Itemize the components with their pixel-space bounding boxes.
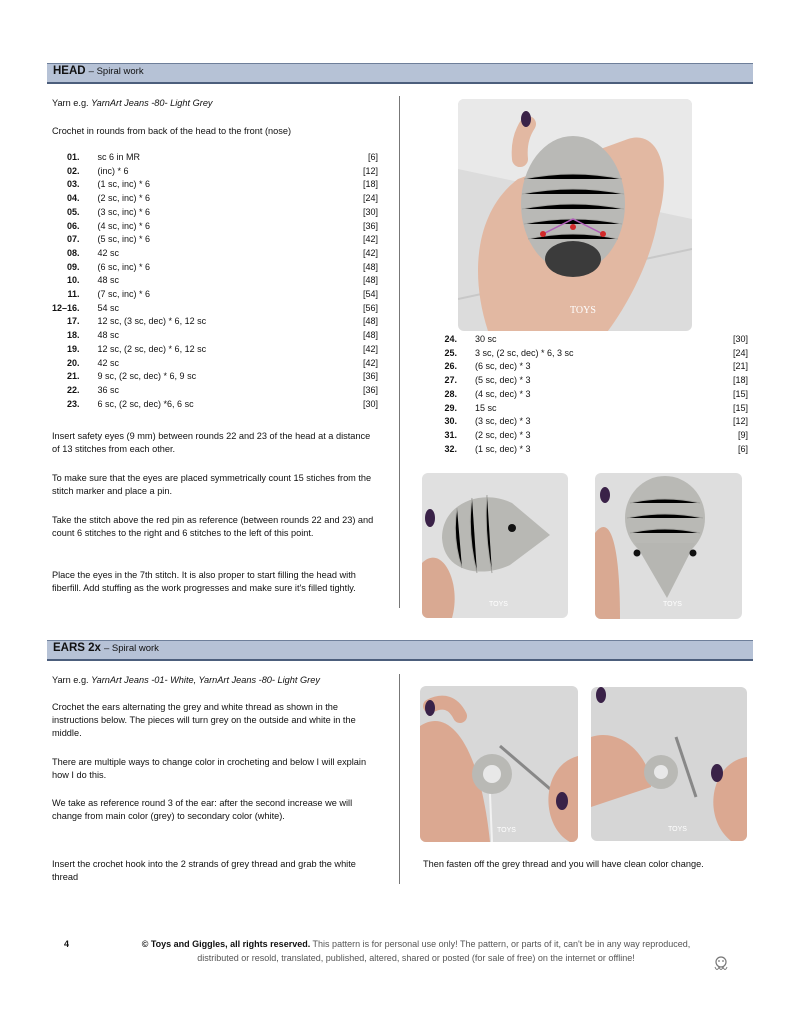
- stitch-count: [36]: [362, 371, 378, 382]
- round-row: [425, 333, 748, 347]
- watermark-text: TOYS: [663, 601, 682, 608]
- round-stitches: (6 sc, inc) * 6: [97, 261, 151, 272]
- head-yarn: Yarn e.g. YarnArt Jeans -80- Light Grey: [52, 98, 213, 108]
- round-number: 23.: [67, 398, 80, 409]
- round-row: [425, 443, 748, 457]
- round-stitches: 54 sc: [97, 302, 120, 313]
- round-row: [52, 398, 378, 412]
- stitch-count: [48]: [362, 330, 378, 341]
- round-number: 19.: [67, 343, 80, 354]
- round-stitches: (2 sc, inc) * 6: [97, 193, 151, 204]
- round-stitches: (6 sc, dec) * 3: [475, 361, 531, 372]
- round-number: 32.: [444, 443, 457, 454]
- round-number: 03.: [67, 179, 80, 190]
- round-stitches: 12 sc, (2 sc, dec) * 6, 12 sc: [97, 343, 207, 354]
- stitch-count: [24]: [732, 347, 748, 358]
- round-stitches: (inc) * 6: [97, 165, 129, 176]
- round-number: 08.: [67, 247, 80, 258]
- head-paragraph-eyes: Insert safety eyes (9 mm) between rounds 22 and 23 of the head at a distance of 13 stitches from each other.: [52, 431, 371, 454]
- round-row: [52, 384, 378, 398]
- round-row: [425, 347, 748, 361]
- ears-photo-fasten-off: [591, 687, 747, 841]
- head-intro: Crochet in rounds from back of the head to the front (nose): [52, 126, 292, 136]
- footer-line-2: distributed or resold, translated, published, altered, shared or posted (for sale of free) on the internet or offline!: [197, 953, 635, 963]
- round-number: 10.: [67, 275, 80, 286]
- head-photo-side: [422, 473, 568, 618]
- round-stitches: (1 sc, inc) * 6: [97, 179, 151, 190]
- stitch-count: [30]: [732, 334, 748, 344]
- round-row: [52, 247, 378, 261]
- round-stitches: 6 sc, (2 sc, dec) *6, 6 sc: [97, 398, 194, 409]
- head-paragraph-symmetry: To make sure that the eyes are placed symmetrically count 15 stiches from the stitch marker and place a pin.: [52, 473, 372, 496]
- round-number: 02.: [67, 165, 80, 176]
- stitch-count: [36]: [362, 384, 378, 395]
- stitch-count: [30]: [362, 206, 378, 217]
- watermark-text: TOYS: [668, 826, 687, 833]
- round-stitches: (3 sc, dec) * 3: [475, 416, 531, 427]
- round-stitches: (4 sc, inc) * 6: [97, 220, 151, 231]
- round-number: 24.: [444, 334, 457, 344]
- round-row: [52, 178, 378, 192]
- column-divider-head: [399, 96, 400, 608]
- head-subtitle: – Spiral work: [88, 66, 144, 77]
- round-number: 12–16.: [52, 302, 80, 313]
- round-number: 18.: [67, 330, 80, 341]
- round-row: [52, 206, 378, 220]
- head-photo-back: [458, 99, 692, 331]
- stitch-count: [48]: [362, 275, 378, 286]
- round-number: 25.: [444, 347, 457, 358]
- round-stitches: (5 sc, dec) * 3: [475, 375, 531, 386]
- round-stitches: sc 6 in MR: [97, 152, 141, 162]
- stitch-count: [42]: [362, 234, 378, 245]
- round-row: [425, 360, 748, 374]
- ears-yarn: Yarn e.g. YarnArt Jeans -01- White, YarnArt Jeans -80- Light Grey: [52, 675, 320, 685]
- stitch-count: [6]: [737, 443, 748, 454]
- toys-and-giggles-logo-icon: [711, 955, 731, 973]
- head-rounds-table-left: [52, 151, 378, 411]
- round-number: 05.: [67, 206, 80, 217]
- round-number: 09.: [67, 261, 80, 272]
- round-row: [52, 370, 378, 384]
- stitch-count: [56]: [362, 302, 378, 313]
- round-row: [52, 343, 378, 357]
- head-rounds-table-right: [425, 333, 748, 456]
- ears-paragraph-reference: We take as reference round 3 of the ear: after the second increase we will change from main color (grey) to secondary color (white).: [52, 798, 353, 821]
- round-number: 20.: [67, 357, 80, 368]
- round-number: 21.: [67, 371, 80, 382]
- round-number: 06.: [67, 220, 80, 231]
- round-number: 30.: [444, 416, 457, 427]
- stitch-count: [21]: [732, 361, 748, 372]
- ears-paragraph-alternating: Crochet the ears alternating the grey and white thread as shown in the instructions below. The pieces will turn grey on the outside and white in the middle.: [52, 702, 356, 738]
- ears-paragraph-methods: There are multiple ways to change color in crocheting and below I will explain how I do this.: [52, 757, 367, 780]
- round-number: 26.: [444, 361, 457, 372]
- stitch-count: [24]: [362, 193, 378, 204]
- stitch-count: [15]: [732, 402, 748, 413]
- round-number: 22.: [67, 384, 80, 395]
- page-number: 4: [64, 939, 70, 949]
- round-row: [52, 220, 378, 234]
- stitch-count: [30]: [362, 398, 378, 409]
- stitch-count: [42]: [362, 343, 378, 354]
- round-number: 27.: [444, 375, 457, 386]
- round-number: 29.: [444, 402, 457, 413]
- round-stitches: (5 sc, inc) * 6: [97, 234, 151, 245]
- round-row: [52, 192, 378, 206]
- watermark-text: TOYS: [570, 305, 596, 316]
- round-row: [52, 288, 378, 302]
- round-row: [425, 429, 748, 443]
- round-number: 17.: [67, 316, 80, 327]
- stitch-count: [9]: [737, 429, 748, 440]
- head-photo-front: [595, 473, 742, 619]
- round-stitches: 9 sc, (2 sc, dec) * 6, 9 sc: [97, 371, 197, 382]
- round-row: [52, 165, 378, 179]
- round-stitches: (1 sc, dec) * 3: [475, 443, 531, 454]
- round-row: [425, 388, 748, 402]
- round-number: 28.: [444, 388, 457, 399]
- head-paragraph-stuffing: Place the eyes in the 7th stitch. It is also proper to start filling the head with fiberfill. Add stuffing as the work progresses and make sure it's filled tightly.: [52, 570, 356, 593]
- round-stitches: 48 sc: [97, 330, 120, 341]
- ears-title: EARS 2x: [53, 642, 101, 654]
- round-row: [52, 357, 378, 371]
- stitch-count: [48]: [362, 316, 378, 327]
- stitch-count: [18]: [362, 179, 378, 190]
- stitch-count: [54]: [362, 289, 378, 300]
- round-stitches: 30 sc: [475, 334, 497, 344]
- ears-photo-hook-insert: [420, 686, 578, 842]
- head-paragraph-reference: Take the stitch above the red pin as reference (between rounds 22 and 23) and count 6 stitches to the right and 6 stitches to the left of this point.: [52, 515, 374, 538]
- column-divider-ears: [399, 674, 400, 884]
- round-stitches: 48 sc: [97, 275, 120, 286]
- round-stitches: 36 sc: [97, 384, 120, 395]
- ears-paragraph-fasten-off: Then fasten off the grey thread and you will have clean color change.: [423, 859, 704, 869]
- round-row: [52, 315, 378, 329]
- round-stitches: 12 sc, (3 sc, dec) * 6, 12 sc: [97, 316, 207, 327]
- round-stitches: (4 sc, dec) * 3: [475, 388, 531, 399]
- round-row: [52, 329, 378, 343]
- footer-copyright: © Toys and Giggles, all rights reserved.: [141, 939, 311, 949]
- ears-section-header: [47, 640, 753, 661]
- stitch-count: [42]: [362, 247, 378, 258]
- round-number: 07.: [67, 234, 80, 245]
- round-row: [425, 374, 748, 388]
- stitch-count: [12]: [362, 165, 378, 176]
- round-stitches: (2 sc, dec) * 3: [475, 429, 531, 440]
- watermark-text: TOYS: [497, 827, 516, 834]
- ears-paragraph-insert-hook: Insert the crochet hook into the 2 strands of grey thread and grab the white thread: [52, 859, 356, 882]
- round-row: [52, 302, 378, 316]
- round-stitches: (7 sc, inc) * 6: [97, 289, 151, 300]
- stitch-count: [15]: [732, 388, 748, 399]
- round-stitches: 15 sc: [475, 402, 497, 413]
- ears-subtitle: – Spiral work: [104, 643, 159, 654]
- round-stitches: (3 sc, inc) * 6: [97, 206, 151, 217]
- round-row: [425, 402, 748, 416]
- round-number: 04.: [67, 193, 80, 204]
- stitch-count: [6]: [367, 152, 378, 162]
- round-row: [52, 274, 378, 288]
- round-row: [52, 233, 378, 247]
- round-number: 01.: [67, 152, 80, 162]
- stitch-count: [42]: [362, 357, 378, 368]
- round-row: [425, 415, 748, 429]
- round-stitches: 42 sc: [97, 247, 120, 258]
- stitch-count: [12]: [732, 416, 748, 427]
- stitch-count: [18]: [732, 375, 748, 386]
- head-title: HEAD: [53, 65, 86, 77]
- head-section-header: [47, 63, 753, 84]
- round-number: 31.: [444, 429, 457, 440]
- round-row: [52, 151, 378, 165]
- round-stitches: 3 sc, (2 sc, dec) * 6, 3 sc: [475, 347, 574, 358]
- round-stitches: 42 sc: [97, 357, 120, 368]
- stitch-count: [36]: [362, 220, 378, 231]
- stitch-count: [48]: [362, 261, 378, 272]
- footer-line-1: © Toys and Giggles, all rights reserved. This pattern is for personal use only! The pattern, or parts of it, can't be in any way reproduced,: [141, 939, 691, 949]
- round-number: 11.: [67, 289, 80, 300]
- round-row: [52, 261, 378, 275]
- watermark-text: TOYS: [489, 601, 508, 608]
